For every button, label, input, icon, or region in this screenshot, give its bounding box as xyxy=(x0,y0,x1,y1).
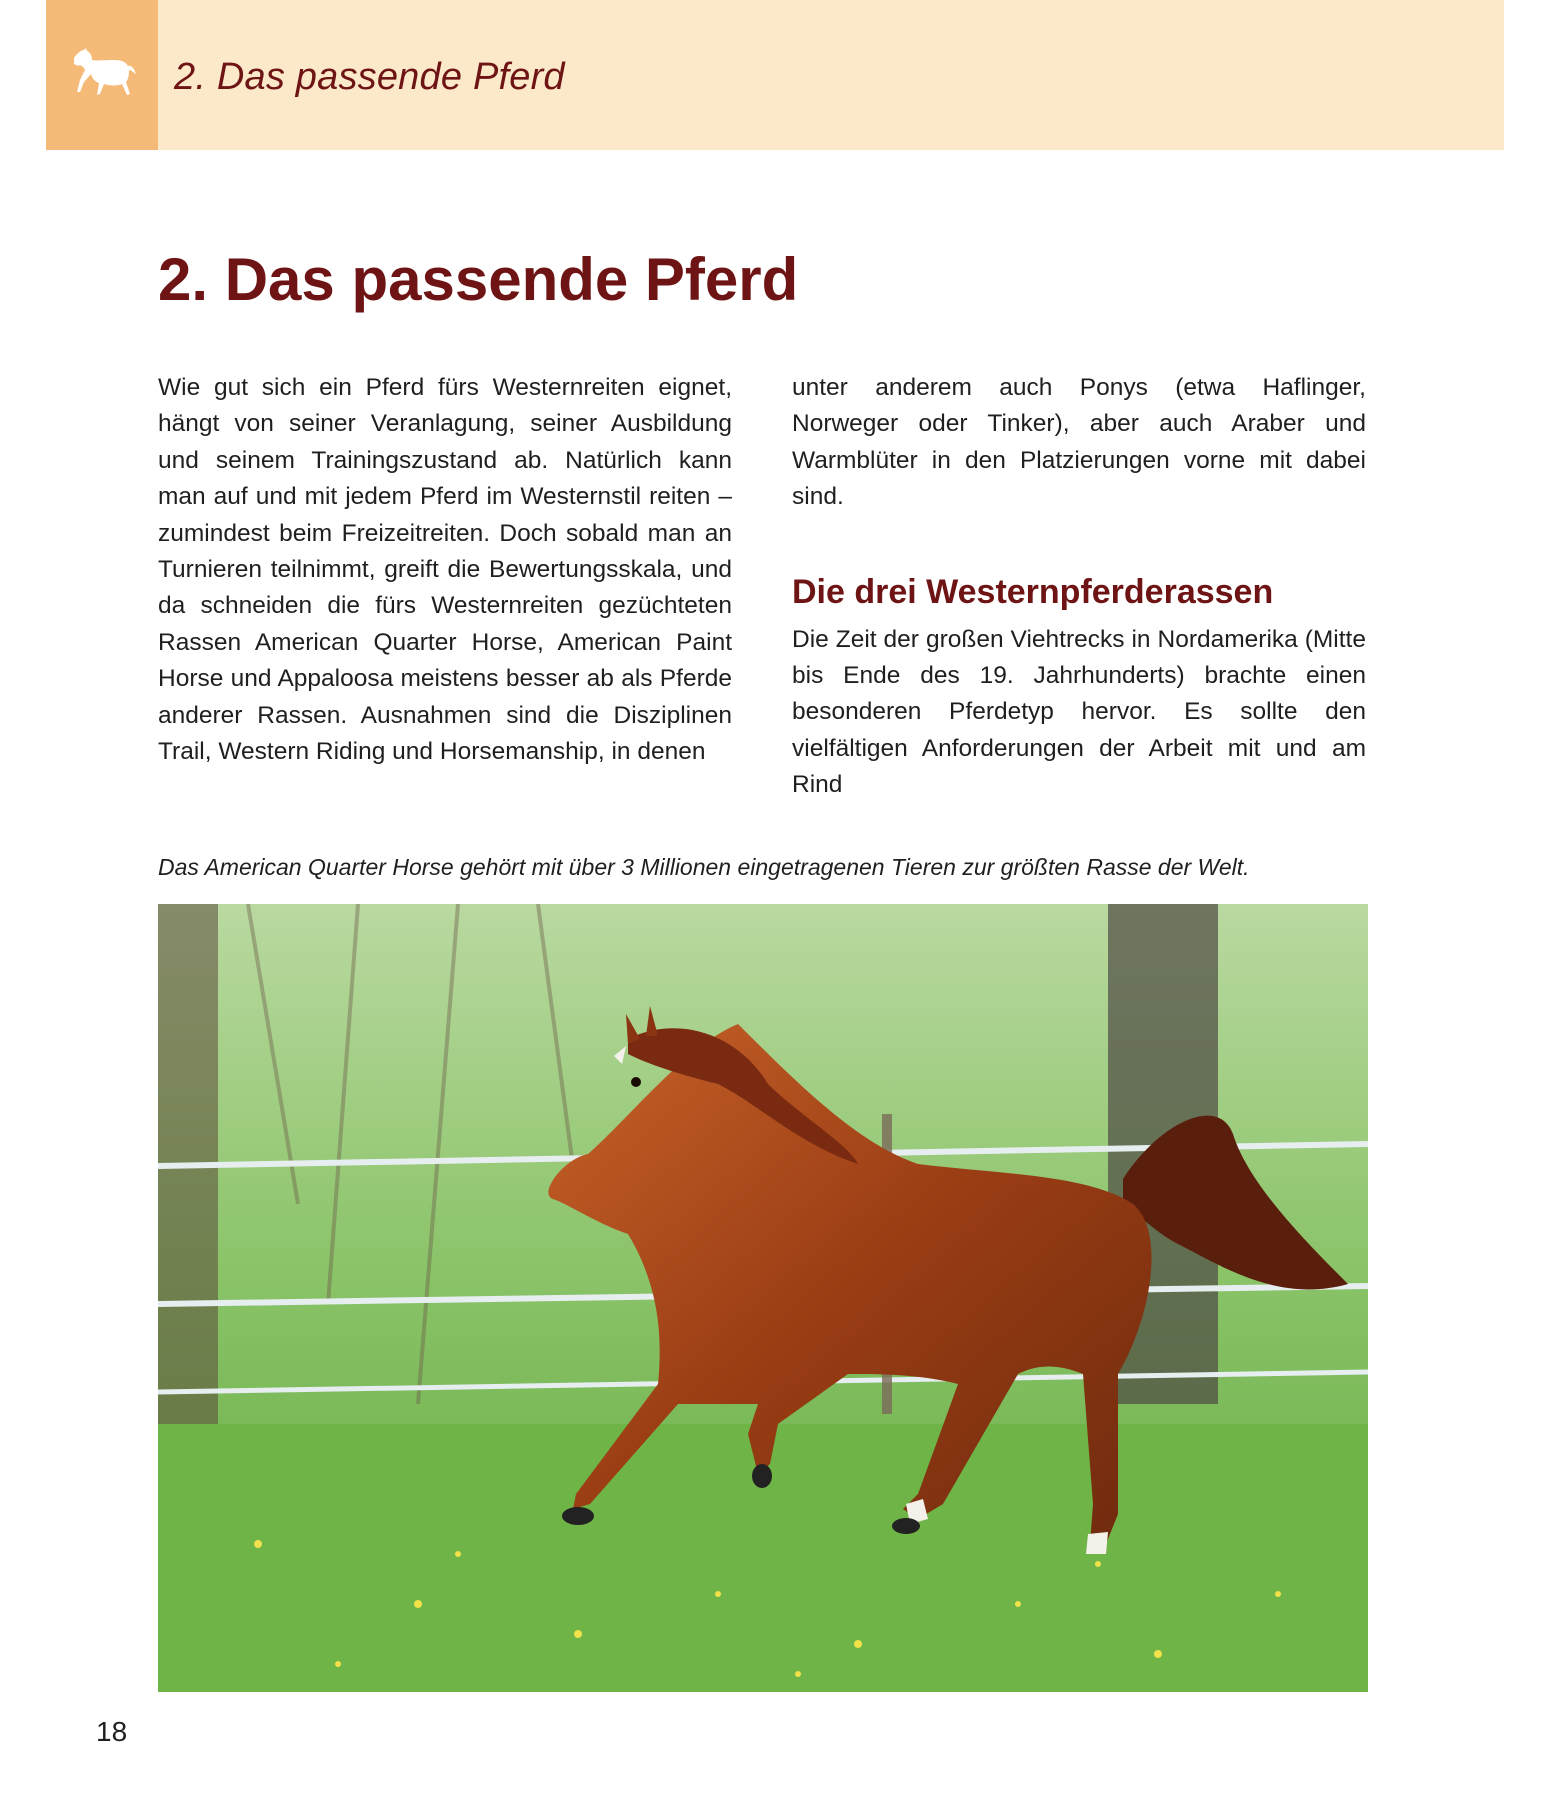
horse-icon xyxy=(70,48,138,98)
page-number: 18 xyxy=(96,1716,128,1747)
right-column xyxy=(792,370,1366,804)
header-icon-box xyxy=(46,0,158,150)
section-subheading: Die drei Westernpferderassen xyxy=(792,572,1274,611)
left-column-text: Wie gut sich ein Pferd fürs Westernreiten eignet, hängt von seiner Veranlagung, seiner Ausbildung und seinem Trainingszustand ab. Natürlich kann man auf und mit jedem Pferd im Westernstil reiten – zumindest beim Freizeitreiten. Doch sobald man an Turnieren teilnimmt, greift die Bewertungsskala, und da schneiden die fürs Westernreiten gezüchteten Rassen American Quarter Horse, American Paint Horse und Appaloosa meistens besser ab als Pferde anderer Rassen. Ausnahmen sind die Disziplinen Trail, Western Riding und Horsemanship, in denen xyxy=(158,374,732,766)
right-column-intro: unter anderem auch Ponys (etwa Haflinger, Norweger oder Tinker), aber auch Araber und Warmblüter in den Platzierungen vorne mit dabei sind. xyxy=(792,374,1366,511)
horse-photo xyxy=(158,904,1368,1692)
figure-caption: Das American Quarter Horse gehört mit über 3 Millionen eingetragenen Tieren zur größten Rasse der Welt. xyxy=(158,854,1250,880)
left-column xyxy=(158,370,732,770)
page-title: 2. Das passende Pferd xyxy=(158,246,799,313)
running-header-title: 2. Das passende Pferd xyxy=(174,56,565,98)
right-column-body: Die Zeit der großen Viehtrecks in Nordamerika (Mitte bis Ende des 19. Jahrhunderts) brachte einen besonderen Pferdetyp hervor. Es sollte den vielfältigen Anforderungen der Arbeit mit und am Rind xyxy=(792,625,1366,799)
